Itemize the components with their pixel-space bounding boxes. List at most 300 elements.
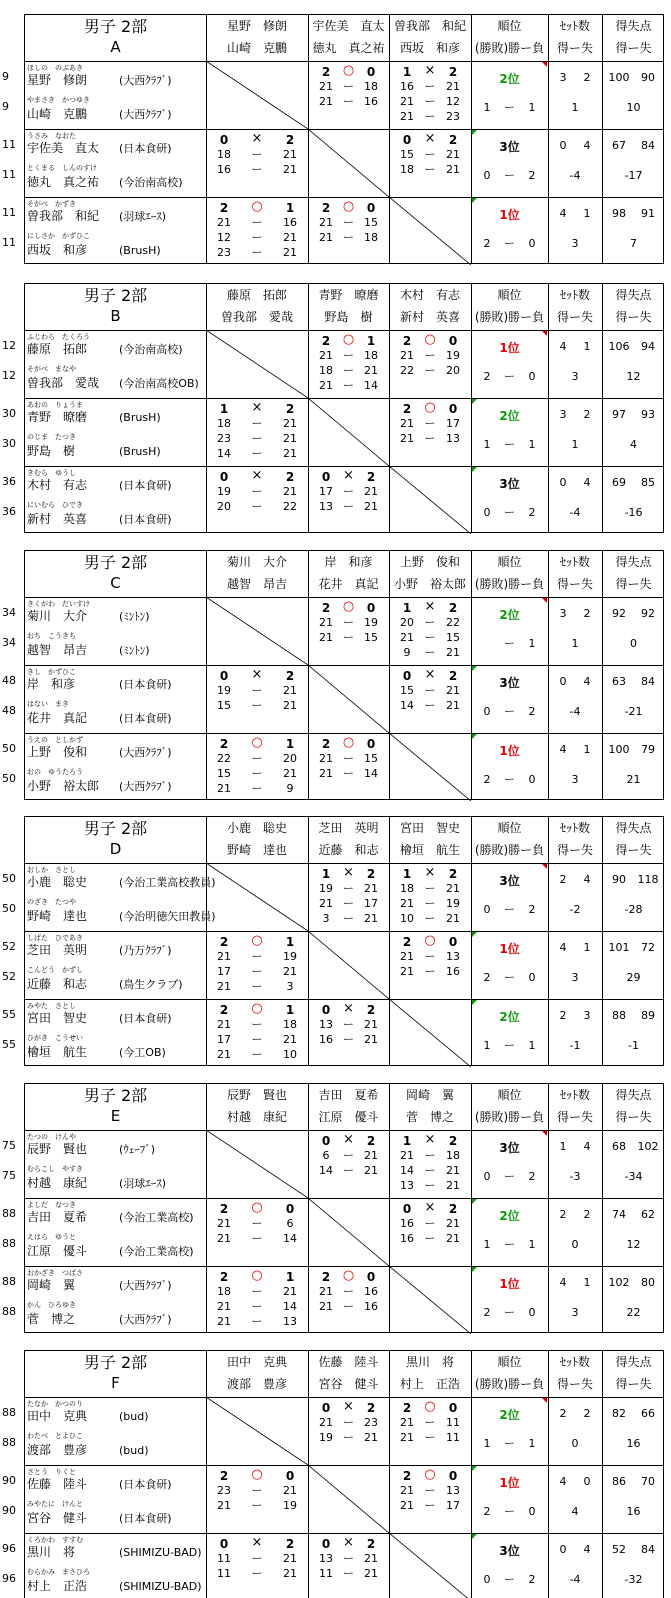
losses: 2 xyxy=(528,506,536,519)
score-dash: ー xyxy=(343,1416,354,1429)
seed-number: 90 xyxy=(2,1474,16,1487)
game-score: 21 xyxy=(319,349,333,362)
self-match-diagonal xyxy=(389,1533,471,1598)
points-for: 86 xyxy=(612,1475,626,1488)
match-sets-lost: 2 xyxy=(285,133,295,147)
losses: 0 xyxy=(528,1306,536,1319)
group-table xyxy=(0,14,671,264)
header-sets2: 得ー失 xyxy=(556,1110,593,1124)
match-cell xyxy=(206,1266,308,1334)
name-kana: あおの りょうま xyxy=(27,401,83,409)
name-kana: はない まき xyxy=(27,700,69,708)
wins: 0 xyxy=(483,506,491,519)
score-dash: ー xyxy=(343,95,354,108)
game-score: 15 xyxy=(400,684,414,697)
seed-number: 55 xyxy=(2,1008,16,1021)
club-name: (鳥生クラブ) xyxy=(119,978,183,991)
match-sets-lost: 2 xyxy=(366,1537,376,1551)
match-sets-won: 0 xyxy=(219,669,229,683)
match-sets-lost: 2 xyxy=(448,1134,458,1148)
rank-label: 2位 xyxy=(499,1408,520,1422)
game-score: 21 xyxy=(283,965,297,978)
game-score: 21 xyxy=(283,432,297,445)
game-score: 21 xyxy=(217,950,231,963)
rank-label: 3位 xyxy=(499,1141,520,1155)
wins: 0 xyxy=(483,1573,491,1586)
game-score: 14 xyxy=(400,1164,414,1177)
loss-mark: × xyxy=(424,131,436,146)
score-dash: ー xyxy=(504,1306,515,1319)
game-score: 21 xyxy=(400,1149,414,1162)
match-sets-lost: 2 xyxy=(448,1202,458,1216)
wins: 0 xyxy=(483,169,491,182)
diagonal-line xyxy=(308,1465,389,1533)
header-rank2: (勝敗)勝ー負 xyxy=(474,310,545,324)
match-sets-lost: 2 xyxy=(285,402,295,416)
header-pair-name-1: 岡崎 翼 xyxy=(405,1088,454,1102)
sets-lost: 1 xyxy=(583,207,591,220)
seed-number: 88 xyxy=(2,1406,16,1419)
game-score: 21 xyxy=(446,646,460,659)
game-score: 15 xyxy=(364,216,378,229)
seed-number: 12 xyxy=(2,369,16,382)
diagonal-line xyxy=(389,1266,471,1334)
match-sets-won: 0 xyxy=(321,470,331,484)
score-dash: ー xyxy=(251,1033,263,1046)
rank-label: 2位 xyxy=(499,409,520,423)
rank-label: 2位 xyxy=(499,1010,520,1024)
game-score: 21 xyxy=(400,349,414,362)
match-cell xyxy=(389,129,471,197)
name-kana: おの ゆうたろう xyxy=(27,768,83,776)
game-score: 21 xyxy=(364,1431,378,1444)
losses: 1 xyxy=(528,101,536,114)
seed-number: 52 xyxy=(2,940,16,953)
player-name: 山崎 克鵬 xyxy=(27,107,88,121)
match-sets-won: 2 xyxy=(402,1469,412,1483)
rank-label: 3位 xyxy=(499,140,520,154)
sets-won: 0 xyxy=(559,1543,567,1556)
points-diff: 4 xyxy=(630,438,637,451)
game-score: 16 xyxy=(283,216,297,229)
match-cell xyxy=(308,597,389,665)
score-dash: ー xyxy=(424,364,436,377)
diagonal-line xyxy=(206,61,308,129)
header-sets2: 得ー失 xyxy=(556,310,593,324)
losses: 0 xyxy=(528,971,536,984)
match-sets-lost: 0 xyxy=(285,1469,295,1483)
cell-corner-flag xyxy=(472,1466,477,1471)
match-sets-lost: 0 xyxy=(285,1202,295,1216)
game-score: 13 xyxy=(446,432,460,445)
wins: 2 xyxy=(483,237,491,250)
score-dash: ー xyxy=(504,1505,515,1518)
win-mark: ○ xyxy=(251,933,263,948)
points-against: 72 xyxy=(641,941,655,954)
game-score: 19 xyxy=(446,349,460,362)
name-kana: わたべ とよひこ xyxy=(27,1432,83,1440)
player-name: 岸 和彦 xyxy=(27,677,76,691)
sets-won: 4 xyxy=(559,340,567,353)
points-against: 102 xyxy=(637,1140,659,1153)
name-kana: そがべ まなや xyxy=(27,365,76,373)
diagonal-line xyxy=(389,1533,471,1598)
name-kana: こんどう かずし xyxy=(27,966,83,974)
losses: 2 xyxy=(528,1573,536,1586)
self-match-diagonal xyxy=(308,398,389,466)
score-dash: ー xyxy=(343,1149,354,1162)
player-name: 曽我部 和紀 xyxy=(27,209,100,223)
match-cell xyxy=(308,733,389,801)
header-pair-name-1: 藤原 拓郎 xyxy=(226,288,287,302)
club-name: (今治南高校) xyxy=(119,176,183,189)
name-kana: うさみ なおた xyxy=(27,132,76,140)
game-score: 21 xyxy=(283,163,297,176)
game-score: 10 xyxy=(400,912,414,925)
sets-diff: 4 xyxy=(571,1505,579,1518)
name-kana: うえの としかず xyxy=(27,736,83,744)
match-sets-won: 2 xyxy=(219,1202,229,1216)
header-pair-name-2: 小野 裕太郎 xyxy=(393,577,466,591)
match-sets-lost: 2 xyxy=(448,65,458,79)
diagonal-line xyxy=(389,197,471,265)
score-dash: ー xyxy=(251,965,263,978)
match-cell xyxy=(389,863,471,931)
game-score: 21 xyxy=(446,882,460,895)
seed-number: 50 xyxy=(2,902,16,915)
group-letter: D xyxy=(109,840,122,858)
game-score: 21 xyxy=(319,631,333,644)
group-letter: B xyxy=(110,307,121,325)
win-mark: ○ xyxy=(342,63,355,78)
score-dash: ー xyxy=(504,438,515,451)
name-kana: きくがわ だいすけ xyxy=(27,600,90,608)
cell-corner-flag xyxy=(472,1199,477,1204)
game-score: 6 xyxy=(322,1149,330,1162)
player-name: 越智 昂吉 xyxy=(27,643,88,657)
points-diff: 16 xyxy=(626,1505,641,1518)
self-match-diagonal xyxy=(206,1397,308,1465)
header-rank2: (勝敗)勝ー負 xyxy=(474,1110,545,1124)
score-dash: ー xyxy=(343,80,354,93)
game-score: 15 xyxy=(217,699,231,712)
win-mark: ○ xyxy=(342,599,355,614)
player-name: 宮田 智史 xyxy=(27,1011,88,1025)
score-dash: ー xyxy=(424,80,436,93)
score-dash: ー xyxy=(504,1437,515,1450)
game-score: 13 xyxy=(319,500,333,513)
game-score: 18 xyxy=(364,80,378,93)
match-cell xyxy=(389,1397,471,1465)
game-score: 14 xyxy=(217,447,231,460)
score-dash: ー xyxy=(504,169,515,182)
match-sets-lost: 0 xyxy=(448,1401,458,1415)
game-score: 18 xyxy=(446,1149,460,1162)
points-diff: 29 xyxy=(626,971,641,984)
game-score: 21 xyxy=(446,912,460,925)
sets-lost: 4 xyxy=(583,1543,591,1556)
cell-corner-flag xyxy=(472,399,477,404)
game-score: 23 xyxy=(217,432,231,445)
score-dash: ー xyxy=(343,1431,354,1444)
sets-lost: 3 xyxy=(583,1009,591,1022)
score-dash: ー xyxy=(251,163,263,176)
match-sets-won: 2 xyxy=(321,737,331,751)
player-name: 芝田 英明 xyxy=(27,943,88,957)
game-score: 16 xyxy=(400,80,414,93)
match-sets-won: 0 xyxy=(219,133,229,147)
match-sets-lost: 2 xyxy=(448,601,458,615)
sets-won: 3 xyxy=(559,71,567,84)
cell-corner-flag xyxy=(472,932,477,937)
seed-number: 36 xyxy=(2,475,16,488)
club-name: (大西ｸﾗﾌﾞ) xyxy=(119,746,172,759)
match-sets-won: 1 xyxy=(402,1134,412,1148)
win-mark: ○ xyxy=(251,1467,263,1482)
points-for: 90 xyxy=(612,873,626,886)
match-sets-lost: 2 xyxy=(366,867,376,881)
win-mark: ○ xyxy=(251,1001,263,1016)
match-sets-won: 2 xyxy=(219,201,229,215)
loss-mark: × xyxy=(343,1001,354,1016)
seed-number: 50 xyxy=(2,742,16,755)
points-against: 91 xyxy=(641,207,655,220)
game-score: 21 xyxy=(283,417,297,430)
game-score: 19 xyxy=(283,1499,297,1512)
match-sets-won: 1 xyxy=(402,65,412,79)
game-score: 21 xyxy=(364,1567,378,1580)
game-score: 21 xyxy=(319,1416,333,1429)
player-name: 田中 克典 xyxy=(27,1409,88,1423)
diagonal-line xyxy=(308,931,389,999)
seed-number: 52 xyxy=(2,970,16,983)
score-dash: ー xyxy=(424,1484,436,1497)
points-for: 68 xyxy=(612,1140,626,1153)
player-name: 小野 裕太郎 xyxy=(27,779,100,793)
sets-diff: 0 xyxy=(571,1437,579,1450)
score-dash: ー xyxy=(424,699,436,712)
seed-number: 48 xyxy=(2,704,16,717)
loss-mark: × xyxy=(343,1132,354,1147)
sets-won: 4 xyxy=(559,941,567,954)
score-dash: ー xyxy=(343,767,354,780)
diagonal-line xyxy=(389,466,471,534)
rank-label: 1位 xyxy=(499,208,520,222)
player-name: 野崎 達也 xyxy=(27,909,88,923)
club-name: (ﾐﾝﾄﾝ) xyxy=(119,610,150,623)
game-score: 10 xyxy=(283,1048,297,1061)
rank-label: 1位 xyxy=(499,942,520,956)
match-sets-lost: 1 xyxy=(285,935,295,949)
loss-mark: × xyxy=(424,1132,436,1147)
score-dash: ー xyxy=(343,485,354,498)
game-score: 18 xyxy=(364,231,378,244)
points-for: 63 xyxy=(612,675,626,688)
header-sets2: 得ー失 xyxy=(556,843,593,857)
game-score: 18 xyxy=(364,349,378,362)
header-pair-name-1: 田中 克典 xyxy=(226,1355,287,1369)
game-score: 21 xyxy=(446,1217,460,1230)
header-pair-name-1: 吉田 夏希 xyxy=(318,1088,379,1102)
wins: 1 xyxy=(483,1039,491,1052)
match-sets-lost: 1 xyxy=(285,1003,295,1017)
game-score: 12 xyxy=(446,95,460,108)
game-score: 14 xyxy=(319,1164,333,1177)
win-mark: ○ xyxy=(342,1268,355,1283)
losses: 0 xyxy=(528,370,536,383)
game-score: 16 xyxy=(364,1285,378,1298)
name-kana: たつの けんや xyxy=(27,1133,76,1141)
group-table xyxy=(0,550,671,800)
points-diff: -28 xyxy=(624,903,643,916)
player-name: 江原 優斗 xyxy=(27,1244,88,1258)
wins: 2 xyxy=(483,1505,491,1518)
game-score: 20 xyxy=(217,500,231,513)
player-name: 菅 博之 xyxy=(27,1312,76,1326)
group-grid xyxy=(24,1083,664,1333)
game-score: 19 xyxy=(319,1431,333,1444)
score-dash: ー xyxy=(424,95,436,108)
score-dash: ー xyxy=(424,897,436,910)
seed-number: 75 xyxy=(2,1169,16,1182)
score-dash: ー xyxy=(251,767,263,780)
game-score: 21 xyxy=(283,1567,297,1580)
win-mark: ○ xyxy=(424,400,436,415)
game-score: 21 xyxy=(283,1033,297,1046)
rank-label: 3位 xyxy=(499,477,520,491)
wins: 0 xyxy=(483,705,491,718)
points-against: 80 xyxy=(641,1276,655,1289)
group-letter: F xyxy=(111,1374,120,1392)
losses: 1 xyxy=(528,637,536,650)
win-mark: ○ xyxy=(424,933,436,948)
name-kana: とくまる しんのすけ xyxy=(27,164,97,172)
game-score: 22 xyxy=(217,752,231,765)
game-score: 21 xyxy=(446,699,460,712)
score-dash: ー xyxy=(343,1567,354,1580)
loss-mark: × xyxy=(424,63,436,78)
cell-corner-flag xyxy=(542,1398,547,1403)
match-cell xyxy=(389,597,471,665)
win-mark: ○ xyxy=(424,1399,436,1414)
cell-corner-flag xyxy=(542,1131,547,1136)
game-score: 16 xyxy=(217,163,231,176)
game-score: 13 xyxy=(283,1315,297,1328)
header-pts1: 得失点 xyxy=(615,821,652,835)
points-for: 82 xyxy=(612,1407,626,1420)
match-sets-lost: 0 xyxy=(366,201,376,215)
score-dash: ー xyxy=(251,1300,263,1313)
win-mark: ○ xyxy=(251,735,263,750)
game-score: 21 xyxy=(319,897,333,910)
game-score: 21 xyxy=(217,1300,231,1313)
self-match-diagonal xyxy=(389,1266,471,1334)
score-dash: ー xyxy=(343,616,354,629)
losses: 2 xyxy=(528,705,536,718)
sets-lost: 4 xyxy=(583,675,591,688)
match-sets-lost: 2 xyxy=(448,669,458,683)
group-title: 男子 2部 xyxy=(83,1086,148,1105)
match-sets-won: 0 xyxy=(219,470,229,484)
seed-number: 88 xyxy=(2,1275,16,1288)
game-score: 21 xyxy=(364,882,378,895)
name-kana: ほしの のぶあき xyxy=(27,64,83,72)
match-sets-won: 0 xyxy=(402,669,412,683)
points-diff: 7 xyxy=(630,237,637,250)
game-score: 15 xyxy=(400,148,414,161)
header-pair-name-1: 黒川 将 xyxy=(405,1355,454,1369)
match-cell xyxy=(308,1397,389,1465)
points-diff: -1 xyxy=(628,1039,639,1052)
score-dash: ー xyxy=(343,897,354,910)
sets-won: 0 xyxy=(559,476,567,489)
header-pts1: 得失点 xyxy=(615,1088,652,1102)
game-score: 17 xyxy=(319,485,333,498)
game-score: 21 xyxy=(400,95,414,108)
match-sets-won: 0 xyxy=(321,1003,331,1017)
game-score: 16 xyxy=(364,1300,378,1313)
player-name: 西坂 和彦 xyxy=(27,243,88,257)
header-pair-name-2: 越智 昂吉 xyxy=(226,577,287,591)
score-dash: ー xyxy=(251,216,263,229)
match-sets-won: 1 xyxy=(219,402,229,416)
score-dash: ー xyxy=(424,1164,436,1177)
header-pair-name-1: 青野 暸磨 xyxy=(318,288,379,302)
game-score: 21 xyxy=(319,767,333,780)
group-letter: C xyxy=(110,574,121,592)
sets-diff: -2 xyxy=(569,903,581,916)
header-pair-name-2: 西坂 和彦 xyxy=(399,41,460,55)
game-score: 21 xyxy=(283,1552,297,1565)
game-score: 18 xyxy=(283,1018,297,1031)
match-sets-lost: 2 xyxy=(285,470,295,484)
win-mark: ○ xyxy=(251,1268,263,1283)
score-dash: ー xyxy=(424,1431,436,1444)
match-sets-lost: 1 xyxy=(285,201,295,215)
player-name: 小鹿 聡史 xyxy=(27,875,88,889)
sets-diff: 1 xyxy=(571,101,579,114)
seed-number: 11 xyxy=(2,206,16,219)
game-score: 23 xyxy=(217,1484,231,1497)
match-cell xyxy=(389,61,471,129)
game-score: 21 xyxy=(217,1048,231,1061)
cell-corner-flag xyxy=(542,864,547,869)
match-cell xyxy=(308,863,389,931)
game-score: 3 xyxy=(286,980,294,993)
sets-lost: 2 xyxy=(583,1208,591,1221)
self-match-diagonal xyxy=(206,597,308,665)
score-dash: ー xyxy=(424,912,436,925)
seed-number: 34 xyxy=(2,636,16,649)
points-for: 106 xyxy=(608,340,630,353)
club-name: (大西ｸﾗﾌﾞ) xyxy=(119,1313,172,1326)
name-kana: よしだ なつき xyxy=(27,1201,76,1209)
match-sets-lost: 1 xyxy=(366,334,376,348)
player-name: 上野 俊和 xyxy=(27,745,88,759)
score-dash: ー xyxy=(343,216,354,229)
score-dash: ー xyxy=(251,148,263,161)
diagonal-line xyxy=(308,398,389,466)
club-name: (ｳｪｰﾌﾞ) xyxy=(119,1143,156,1156)
game-score: 16 xyxy=(400,1217,414,1230)
group-title: 男子 2部 xyxy=(83,553,148,572)
match-sets-lost: 2 xyxy=(366,1003,376,1017)
name-kana: にしさか かずひこ xyxy=(27,232,90,240)
rank-label: 2位 xyxy=(499,72,520,86)
club-name: (日本食研) xyxy=(119,678,172,691)
game-score: 14 xyxy=(283,1300,297,1313)
score-dash: ー xyxy=(424,616,436,629)
